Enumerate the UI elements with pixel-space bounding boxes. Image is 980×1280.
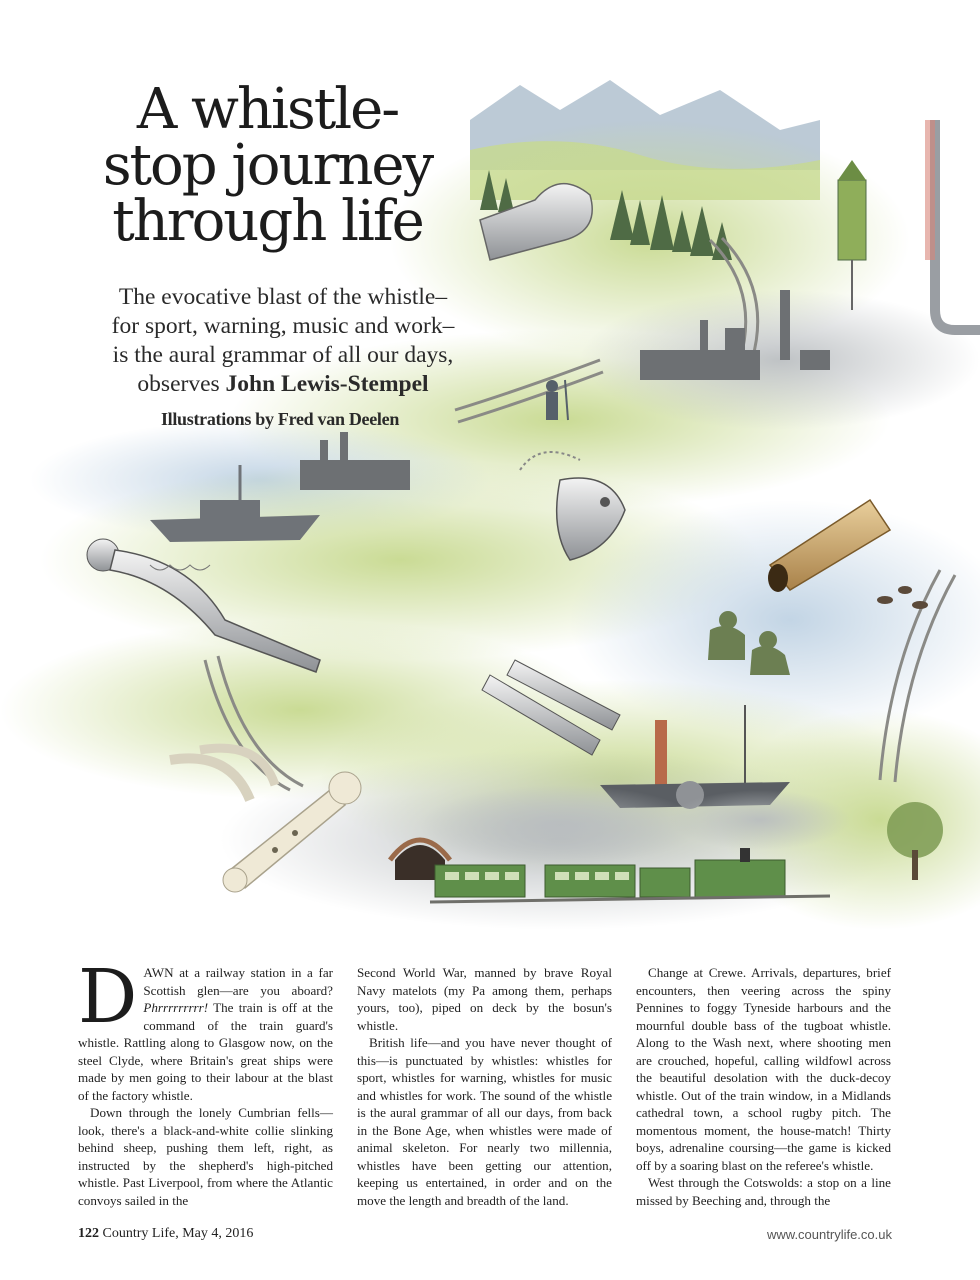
paragraph — [78, 954, 333, 1104]
standfirst-line-3: is the aural grammar of all our days, — [112, 342, 454, 368]
folio — [78, 1226, 253, 1242]
standfirst-line-1: The evocative blast of the whistle– — [118, 284, 448, 310]
body-column-2 — [357, 964, 612, 1209]
illustration-credit: Illustrations by Fred van Deelen — [160, 409, 400, 429]
drop-cap: D — [78, 954, 138, 1040]
standfirst-line-2: for sport, warning, music and work– — [111, 313, 455, 339]
headline-line-1: A whistle- — [136, 77, 399, 142]
headline-line-3: through life — [112, 189, 423, 254]
standfirst-observes: observes — [137, 371, 220, 397]
paragraph: Down through the lonely Cumbrian fells—look, there's a black-and-white collie slinking behind sheep, pushing them left, right, as instructed by the shepherd's high-pitched whistle. Past Liverpool, from where the Atlantic convoys sailed in the — [78, 1105, 333, 1208]
page-number: 122 — [78, 1226, 99, 1241]
paragraph: British life—and you have never thought of this—is punctuated by whistles: whistles for sport, whistles for warning, whistles for music and whistles for work. The sound of the whistle is the aural grammar of all our days, from back in the Bone Age, when whistles were made of animal skeleton. For nearly two millennia, whistles have been getting our attention, keeping us entertained, in order and on the move the length and breadth of the land. — [357, 1035, 612, 1208]
whistle-sound: Phrrrrrrrrr! — [143, 1000, 209, 1015]
headline-line-2: stop journey — [102, 133, 433, 198]
paragraph: Change at Crewe. Arrivals, departures, brief encounters, then veering across the spiny Pennines to foggy Tyneside harbours and the mournful double bass of the tugboat whistle. Along to the Wash next, where shooting men are crouched, hopeful, calling wildfowl across the beautiful desolation with the duck-decoy whistle. Out of the train window, in a Midlands cathedral town, a school rugby pitch. The momentous moment, the house-match! Thirty boys, adrenaline coursing—the game is kicked off by a soaring blast on the referee's whistle. — [636, 965, 891, 1173]
body-column-1 — [78, 954, 333, 1209]
paragraph-text: AWN at a railway station in a far Scottish glen—are you aboard? — [143, 965, 333, 998]
standfirst — [78, 283, 488, 399]
paragraph: Second World War, manned by brave Royal Navy matelots (my Pa among them, perhaps yours, too), piped on deck by the bosun's whistle. — [357, 965, 612, 1033]
paragraph-text: The train is off at the command of the train guard's whistle. Rattling along to Glasgow now, on the steel Clyde, where Britain's great ships were made by men going to their labour at the blast of the factory whistle. — [78, 1000, 333, 1103]
headline — [95, 77, 440, 254]
author-name: John Lewis-Stempel — [225, 371, 429, 397]
magazine-date: Country Life, May 4, 2016 — [102, 1226, 254, 1241]
paragraph: West through the Cotswolds: a stop on a line missed by Beeching and, through the — [636, 1175, 891, 1208]
body-column-3 — [636, 964, 891, 1209]
website-link[interactable]: www.countrylife.co.uk — [767, 1227, 892, 1242]
